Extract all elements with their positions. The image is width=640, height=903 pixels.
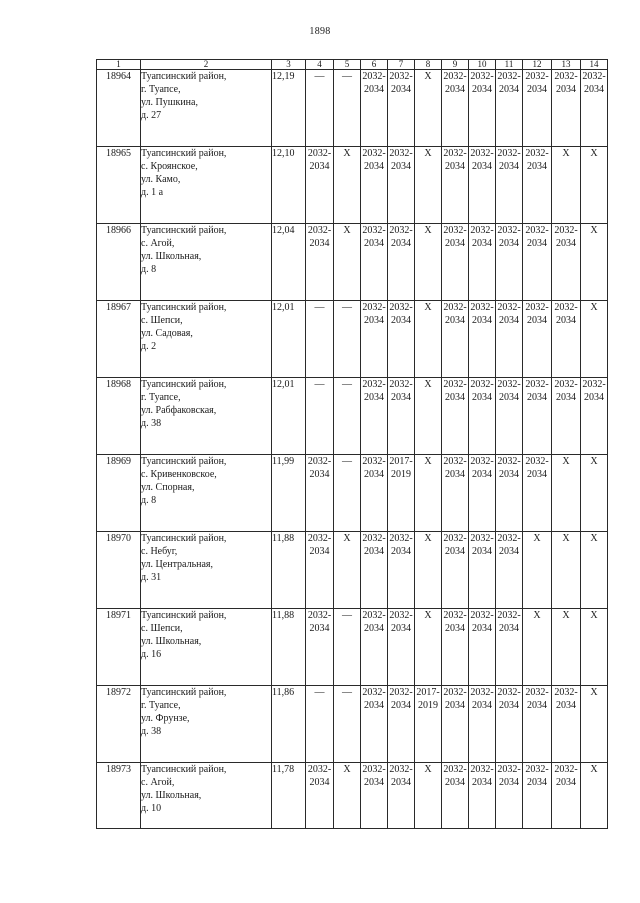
period-cell-7: 2017- 2019 [388,455,415,532]
address-cell [141,147,272,224]
period-cell-9: 2032- 2034 [442,455,469,532]
period-cell-8: X [415,147,442,224]
area-value: 12,19 [272,70,306,147]
period-cell-4: — [306,70,334,147]
period-cell-6: 2032- 2034 [361,224,388,301]
address-line: д. 27 [141,110,162,121]
address-line: с. Агой, [141,238,175,249]
address-line: Туапсинский район, [141,764,227,775]
period-cell-8: X [415,532,442,609]
period-cell-4: 2032- 2034 [306,609,334,686]
period-cell-10: 2032- 2034 [469,763,496,829]
period-cell-11: 2032- 2034 [496,70,523,147]
period-cell-8: 2017- 2019 [415,686,442,763]
area-value: 11,78 [272,763,306,829]
period-cell-7: 2032- 2034 [388,686,415,763]
area-value: 11,88 [272,609,306,686]
period-cell-14: 2032- 2034 [581,70,608,147]
period-cell-6: 2032- 2034 [361,686,388,763]
period-cell-4: 2032- 2034 [306,455,334,532]
address-line: Туапсинский район, [141,225,227,236]
period-cell-11: 2032- 2034 [496,686,523,763]
period-cell-9: 2032- 2034 [442,301,469,378]
address-line: Туапсинский район, [141,379,227,390]
period-cell-11: 2032- 2034 [496,532,523,609]
record-number: 18968 [97,378,141,455]
period-cell-7: 2032- 2034 [388,532,415,609]
column-number-1: 1 [97,60,141,70]
period-cell-12: 2032- 2034 [523,763,552,829]
address-line: Туапсинский район, [141,687,227,698]
period-cell-14: X [581,532,608,609]
period-cell-5: X [334,147,361,224]
period-cell-6: 2032- 2034 [361,609,388,686]
area-value: 12,10 [272,147,306,224]
area-value: 11,88 [272,532,306,609]
period-cell-9: 2032- 2034 [442,70,469,147]
period-cell-5: X [334,532,361,609]
period-cell-10: 2032- 2034 [469,686,496,763]
period-cell-11: 2032- 2034 [496,301,523,378]
table-row [97,301,608,378]
period-cell-9: 2032- 2034 [442,532,469,609]
table-row [97,455,608,532]
address-line: д. 1 а [141,187,164,198]
address-line: ул. Фрунзе, [141,713,190,724]
period-cell-8: X [415,224,442,301]
address-line: д. 10 [141,803,162,814]
period-cell-5: — [334,455,361,532]
column-number-7: 7 [388,60,415,70]
period-cell-4: 2032- 2034 [306,224,334,301]
period-cell-11: 2032- 2034 [496,609,523,686]
address-line: г. Туапсе, [141,700,181,711]
column-number-2: 2 [141,60,272,70]
period-cell-14: X [581,147,608,224]
period-cell-9: 2032- 2034 [442,686,469,763]
address-line: Туапсинский район, [141,533,227,544]
record-number: 18969 [97,455,141,532]
address-cell [141,609,272,686]
address-line: ул. Пушкина, [141,97,198,108]
period-cell-4: 2032- 2034 [306,763,334,829]
period-cell-10: 2032- 2034 [469,301,496,378]
address-line: ул. Центральная, [141,559,214,570]
period-cell-7: 2032- 2034 [388,70,415,147]
address-cell [141,378,272,455]
period-cell-5: — [334,686,361,763]
period-cell-13: X [552,147,581,224]
period-cell-7: 2032- 2034 [388,224,415,301]
address-line: д. 38 [141,726,162,737]
record-number: 18973 [97,763,141,829]
record-number: 18971 [97,609,141,686]
table-body [97,60,608,829]
period-cell-12: 2032- 2034 [523,147,552,224]
table-row [97,147,608,224]
column-number-9: 9 [442,60,469,70]
period-cell-12: 2032- 2034 [523,224,552,301]
period-cell-4: — [306,378,334,455]
period-cell-7: 2032- 2034 [388,763,415,829]
address-line: с. Шепси, [141,315,183,326]
period-cell-6: 2032- 2034 [361,301,388,378]
period-cell-5: — [334,378,361,455]
address-cell [141,455,272,532]
period-cell-6: 2032- 2034 [361,378,388,455]
address-line: д. 31 [141,572,162,583]
column-number-8: 8 [415,60,442,70]
period-cell-6: 2032- 2034 [361,532,388,609]
period-cell-13: 2032- 2034 [552,378,581,455]
period-cell-10: 2032- 2034 [469,609,496,686]
period-cell-10: 2032- 2034 [469,455,496,532]
table-row [97,70,608,147]
area-value: 11,86 [272,686,306,763]
period-cell-7: 2032- 2034 [388,378,415,455]
address-line: ул. Школьная, [141,251,202,262]
column-number-14: 14 [581,60,608,70]
address-line: ул. Спорная, [141,482,195,493]
address-line: Туапсинский район, [141,71,227,82]
column-number-5: 5 [334,60,361,70]
address-cell [141,224,272,301]
address-line: с. Агой, [141,777,175,788]
period-cell-6: 2032- 2034 [361,455,388,532]
period-cell-14: X [581,763,608,829]
address-line: Туапсинский район, [141,302,227,313]
record-number: 18972 [97,686,141,763]
period-cell-11: 2032- 2034 [496,147,523,224]
period-cell-4: — [306,686,334,763]
column-number-11: 11 [496,60,523,70]
area-value: 12,04 [272,224,306,301]
address-line: с. Шепси, [141,623,183,634]
address-line: г. Туапсе, [141,84,181,95]
record-number: 18965 [97,147,141,224]
table-row [97,763,608,829]
address-cell [141,686,272,763]
page-number: 1898 [309,26,331,37]
period-cell-6: 2032- 2034 [361,763,388,829]
period-cell-11: 2032- 2034 [496,378,523,455]
address-line: ул. Школьная, [141,790,202,801]
period-cell-14: X [581,455,608,532]
period-cell-11: 2032- 2034 [496,763,523,829]
period-cell-10: 2032- 2034 [469,224,496,301]
period-cell-10: 2032- 2034 [469,147,496,224]
address-line: с. Кривенковское, [141,469,217,480]
period-cell-14: X [581,301,608,378]
period-cell-8: X [415,70,442,147]
period-cell-13: 2032- 2034 [552,301,581,378]
period-cell-13: 2032- 2034 [552,70,581,147]
table-row [97,532,608,609]
period-cell-12: 2032- 2034 [523,686,552,763]
period-cell-12: 2032- 2034 [523,455,552,532]
period-cell-12: 2032- 2034 [523,378,552,455]
table-row [97,609,608,686]
address-cell [141,532,272,609]
address-line: ул. Камо, [141,174,181,185]
period-cell-4: — [306,301,334,378]
address-cell [141,763,272,829]
address-cell [141,70,272,147]
period-cell-14: X [581,686,608,763]
period-cell-9: 2032- 2034 [442,224,469,301]
record-number: 18967 [97,301,141,378]
period-cell-5: — [334,70,361,147]
period-cell-10: 2032- 2034 [469,532,496,609]
record-number: 18970 [97,532,141,609]
period-cell-9: 2032- 2034 [442,763,469,829]
period-cell-8: X [415,763,442,829]
period-cell-5: — [334,301,361,378]
period-cell-10: 2032- 2034 [469,70,496,147]
address-line: г. Туапсе, [141,392,181,403]
period-cell-13: 2032- 2034 [552,763,581,829]
period-cell-11: 2032- 2034 [496,455,523,532]
period-cell-8: X [415,455,442,532]
column-number-3: 3 [272,60,306,70]
period-cell-13: X [552,532,581,609]
period-cell-6: 2032- 2034 [361,70,388,147]
table-row [97,378,608,455]
address-line: ул. Садовая, [141,328,193,339]
address-line: д. 8 [141,495,157,506]
record-number: 18966 [97,224,141,301]
period-cell-12: 2032- 2034 [523,301,552,378]
period-cell-8: X [415,301,442,378]
period-cell-8: X [415,378,442,455]
address-cell [141,301,272,378]
address-line: Туапсинский район, [141,610,227,621]
period-cell-12: X [523,532,552,609]
column-number-13: 13 [552,60,581,70]
record-number: 18964 [97,70,141,147]
address-line: с. Небуг, [141,546,178,557]
column-number-6: 6 [361,60,388,70]
column-number-row [97,60,608,70]
area-value: 12,01 [272,378,306,455]
address-line: д. 16 [141,649,162,660]
address-line: д. 2 [141,341,157,352]
period-cell-13: X [552,455,581,532]
period-cell-8: X [415,609,442,686]
period-cell-14: X [581,609,608,686]
period-cell-4: 2032- 2034 [306,532,334,609]
address-line: д. 38 [141,418,162,429]
period-cell-10: 2032- 2034 [469,378,496,455]
address-line: Туапсинский район, [141,148,227,159]
address-line: д. 8 [141,264,157,275]
period-cell-7: 2032- 2034 [388,301,415,378]
period-cell-13: X [552,609,581,686]
period-cell-14: 2032- 2034 [581,378,608,455]
address-line: ул. Школьная, [141,636,202,647]
period-cell-9: 2032- 2034 [442,378,469,455]
period-cell-5: X [334,763,361,829]
period-cell-5: — [334,609,361,686]
area-value: 12,01 [272,301,306,378]
period-cell-13: 2032- 2034 [552,224,581,301]
column-number-4: 4 [306,60,334,70]
table-row [97,686,608,763]
column-number-12: 12 [523,60,552,70]
period-cell-6: 2032- 2034 [361,147,388,224]
column-number-10: 10 [469,60,496,70]
period-cell-9: 2032- 2034 [442,609,469,686]
address-line: ул. Рабфаковская, [141,405,217,416]
registry-table [96,59,608,829]
period-cell-7: 2032- 2034 [388,147,415,224]
period-cell-14: X [581,224,608,301]
area-value: 11,99 [272,455,306,532]
period-cell-9: 2032- 2034 [442,147,469,224]
period-cell-13: 2032- 2034 [552,686,581,763]
table-row [97,224,608,301]
period-cell-4: 2032- 2034 [306,147,334,224]
period-cell-7: 2032- 2034 [388,609,415,686]
period-cell-12: X [523,609,552,686]
period-cell-5: X [334,224,361,301]
address-line: Туапсинский район, [141,456,227,467]
address-line: с. Кроянское, [141,161,198,172]
period-cell-12: 2032- 2034 [523,70,552,147]
period-cell-11: 2032- 2034 [496,224,523,301]
